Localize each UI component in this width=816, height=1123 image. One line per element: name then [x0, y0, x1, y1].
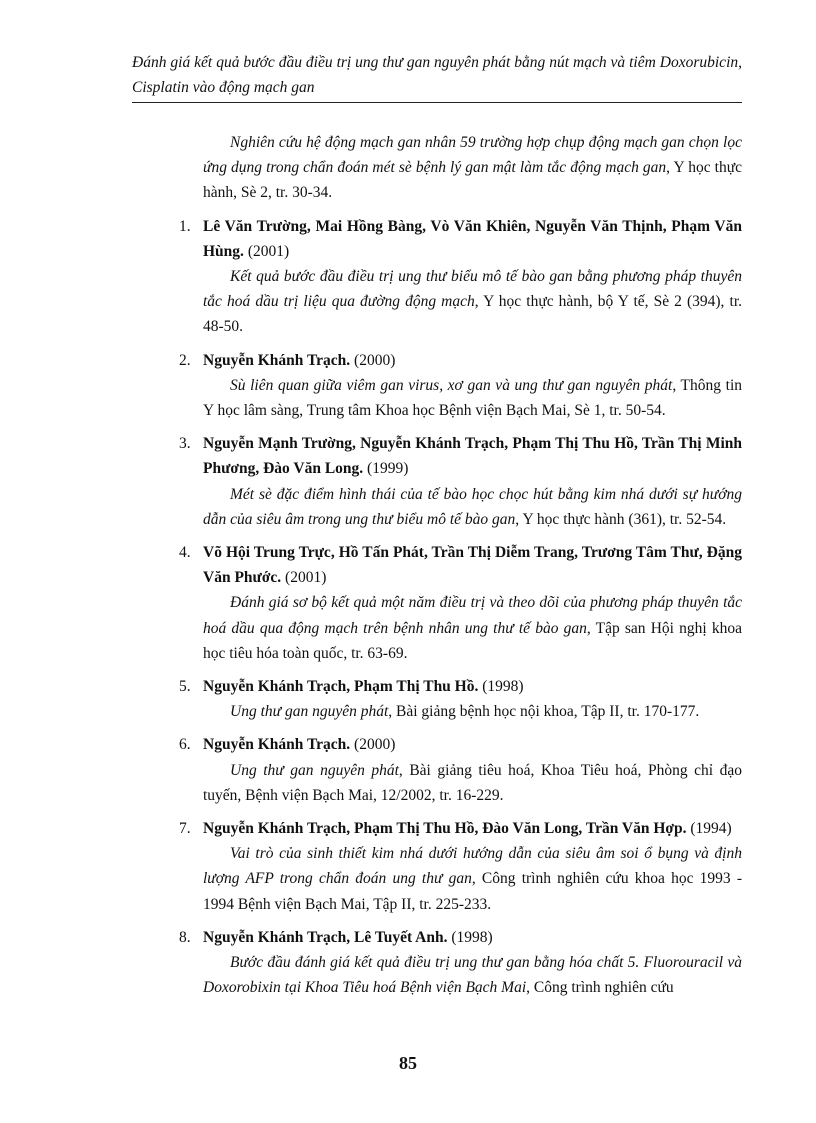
- reference-source: , Công trình nghiên cứu khoa học 1993 - 1994 Bệnh viện Bạch Mai, Tập II, tr. 225-233.: [203, 870, 742, 913]
- page-number: 85: [399, 1053, 417, 1073]
- reference-title: Sù liên quan giữa viêm gan virus, xơ gan và ung thư gan nguyên phát: [230, 376, 673, 394]
- reference-title: Kết quả bước đầu điều trị ung thư biểu mô tế bào gan bằng phương pháp thuyên tắc hoá dầu trị liệu qua đường động mạch: [203, 268, 742, 311]
- reference-title: Đánh giá sơ bộ kết quả một năm điều trị và theo dõi của phương pháp thuyên tắc hoá dầu qua động mạch trên bệnh nhân ung thư tế bào gan: [203, 594, 742, 637]
- reference-continuation: [132, 130, 742, 206]
- reference-source: , Tập san Hội nghị khoa học tiêu hóa toàn quốc, tr. 63-69.: [203, 619, 742, 662]
- reference-authors: Nguyễn Khánh Trạch.: [203, 351, 351, 369]
- reference-source: , Y học thực hành, bộ Y tế, Sè 2 (394), tr. 48-50.: [203, 293, 742, 336]
- reference-title: Nghiên cứu hệ động mạch gan nhân 59 trường hợp chụp động mạch gan chọn lọc ứng dụng trong chẩn đoán mét sè bệnh lý gan mật làm tắc động mạch gan: [203, 134, 742, 177]
- reference-year: (2001): [243, 242, 290, 260]
- reference-year: (2001): [281, 569, 327, 587]
- header-rule: [132, 102, 742, 103]
- reference-source: , Công trình nghiên cứu: [526, 979, 674, 997]
- reference-authors: Nguyễn Khánh Trạch.: [203, 736, 351, 754]
- reference-source: , Y học thực hành (361), tr. 52-54.: [515, 510, 727, 528]
- reference-item: [132, 431, 742, 532]
- reference-year: (1998): [478, 678, 524, 696]
- reference-authors: Nguyễn Khánh Trạch, Phạm Thị Thu Hồ, Đào Văn Long, Trần Văn Hợp.: [203, 820, 687, 838]
- reference-number: 3.: [179, 435, 191, 453]
- reference-authors: Võ Hội Trung Trực, Hồ Tấn Phát, Trần Thị Diễm Trang, Trương Tâm Thư, Đặng Văn Phước.: [203, 544, 742, 587]
- reference-authors: Nguyễn Khánh Trạch, Lê Tuyết Anh.: [203, 928, 448, 946]
- reference-title: Vai trò của sinh thiết kim nhá dưới hướng dẫn của siêu âm soi ổ bụng và định lượng AFP trong chẩn đoán ung thư gan: [203, 845, 742, 888]
- reference-item: [132, 674, 742, 724]
- reference-source: , Bài giảng tiêu hoá, Khoa Tiêu hoá, Phòng chỉ đạo tuyến, Bệnh viện Bạch Mai, 12/2002, tr. 16-229.: [203, 761, 742, 804]
- reference-source: , Y học thực hành, Sè 2, tr. 30-34.: [203, 159, 742, 202]
- reference-authors: Lê Văn Trường, Mai Hồng Bàng, Vò Văn Khiên, Nguyễn Văn Thịnh, Phạm Văn Hùng.: [203, 217, 742, 260]
- reference-source: , Thông tin Y học lâm sàng, Trung tâm Khoa học Bệnh viện Bạch Mai, Sè 1, tr. 50-54.: [203, 376, 742, 420]
- reference-list: [132, 130, 742, 1009]
- reference-source: , Bài giảng bệnh học nội khoa, Tập II, tr. 170-177.: [388, 703, 700, 721]
- reference-number: 1.: [179, 217, 191, 235]
- reference-item: [132, 348, 742, 424]
- reference-title: Ung thư gan nguyên phát: [230, 761, 399, 779]
- reference-item: [132, 732, 742, 808]
- reference-item: [132, 816, 742, 917]
- running-header: Đánh giá kết quả bước đầu điều trị ung thư gan nguyên phát bằng nút mạch và tiêm Doxorubicin, Cisplatin vào động mạch gan: [132, 54, 742, 96]
- reference-title: Mét sè đặc điểm hình thái của tế bào học chọc hút bằng kim nhá dưới sự hướng dẫn của siêu âm trong ung thư biểu mô tế bào gan: [203, 485, 742, 528]
- reference-number: 5.: [179, 678, 191, 696]
- reference-number: 8.: [179, 928, 191, 946]
- reference-item: [132, 540, 742, 666]
- reference-item: [132, 214, 742, 340]
- reference-year: (1999): [363, 460, 409, 478]
- reference-authors: Nguyễn Mạnh Trường, Nguyễn Khánh Trạch, Phạm Thị Thu Hồ, Trần Thị Minh Phương, Đào Văn Long.: [203, 435, 742, 478]
- reference-year: (2000): [350, 736, 396, 754]
- reference-year: (1994): [686, 820, 732, 838]
- reference-number: 7.: [179, 820, 191, 838]
- reference-number: 6.: [179, 736, 191, 754]
- reference-number: 2.: [179, 351, 191, 369]
- reference-year: (1998): [447, 928, 493, 946]
- reference-authors: Nguyễn Khánh Trạch, Phạm Thị Thu Hồ.: [203, 678, 479, 696]
- reference-year: (2000): [350, 351, 396, 369]
- reference-item: [132, 925, 742, 1001]
- reference-title: Bước đầu đánh giá kết quả điều trị ung thư gan bằng hóa chất 5. Fluorouracil và Doxorobixin tại Khoa Tiêu hoá Bệnh viện Bạch Mai: [203, 954, 742, 997]
- reference-title: Ung thư gan nguyên phát: [230, 703, 389, 721]
- reference-number: 4.: [179, 544, 191, 562]
